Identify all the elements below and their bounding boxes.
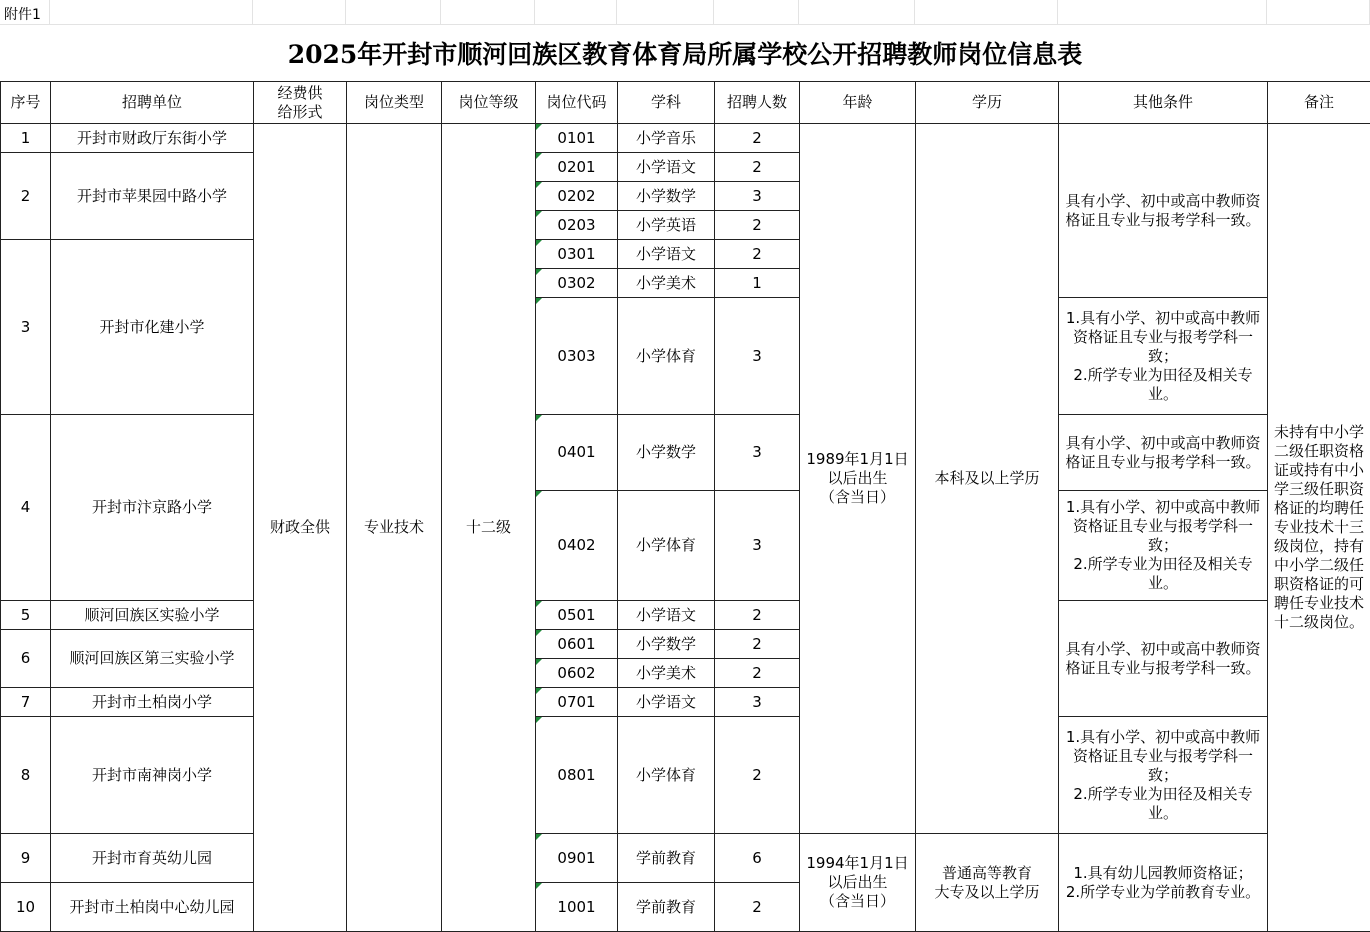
grid-cell [50, 0, 253, 25]
table-row [1, 601, 1370, 630]
education-requirement: 本科及以上学历 [916, 124, 1059, 834]
other-conditions: 具有小学、初中或高中教师资格证且专业与报考学科一致。 [1059, 415, 1268, 491]
subject: 小学数学 [618, 182, 715, 211]
post-code: 0901 [536, 834, 618, 883]
header-funding: 经费供 给形式 [254, 82, 347, 124]
header-count: 招聘人数 [715, 82, 800, 124]
subject: 小学英语 [618, 211, 715, 240]
post-code: 0401 [536, 415, 618, 491]
row-no: 7 [1, 688, 51, 717]
post-code: 0701 [536, 688, 618, 717]
subject: 小学体育 [618, 717, 715, 834]
attachment-label: 附件1 [4, 4, 41, 24]
subject: 小学语文 [618, 601, 715, 630]
post-code: 0801 [536, 717, 618, 834]
grid-cell [799, 0, 915, 25]
grid-cell [441, 0, 535, 25]
unit-name: 开封市财政厅东街小学 [51, 124, 254, 153]
headcount: 2 [715, 240, 800, 269]
funding-cell: 财政全供 [254, 124, 347, 932]
education-requirement: 普通高等教育 大专及以上学历 [916, 834, 1059, 932]
headcount: 3 [715, 415, 800, 491]
headcount: 1 [715, 269, 800, 298]
subject: 小学音乐 [618, 124, 715, 153]
other-conditions: 1.具有幼儿园教师资格证； 2.所学专业为学前教育专业。 [1059, 834, 1268, 932]
subject: 小学语文 [618, 153, 715, 182]
header-other: 其他条件 [1059, 82, 1268, 124]
other-conditions: 1.具有小学、初中或高中教师资格证且专业与报考学科一致； 2.所学专业为田径及相关专业。 [1059, 298, 1268, 415]
post-code: 0202 [536, 182, 618, 211]
unit-name: 开封市土柏岗中心幼儿园 [51, 883, 254, 932]
post-code: 0101 [536, 124, 618, 153]
grid-cell [617, 0, 714, 25]
post-code: 0301 [536, 240, 618, 269]
other-conditions: 1.具有小学、初中或高中教师资格证且专业与报考学科一致； 2.所学专业为田径及相关专业。 [1059, 717, 1268, 834]
header-no: 序号 [1, 82, 51, 124]
subject: 学前教育 [618, 883, 715, 932]
headcount: 2 [715, 601, 800, 630]
row-no: 10 [1, 883, 51, 932]
headcount: 2 [715, 124, 800, 153]
row-no: 3 [1, 240, 51, 415]
unit-name: 开封市化建小学 [51, 240, 254, 415]
unit-name: 顺河回族区实验小学 [51, 601, 254, 630]
headcount: 2 [715, 717, 800, 834]
row-no: 8 [1, 717, 51, 834]
header-post-type: 岗位类型 [347, 82, 442, 124]
row-no: 5 [1, 601, 51, 630]
other-conditions: 具有小学、初中或高中教师资格证且专业与报考学科一致。 [1059, 124, 1268, 298]
grid-cell [1058, 0, 1267, 25]
unit-name: 顺河回族区第三实验小学 [51, 630, 254, 688]
grid-cell [253, 0, 346, 25]
subject: 小学美术 [618, 269, 715, 298]
headcount: 3 [715, 688, 800, 717]
other-conditions: 具有小学、初中或高中教师资格证且专业与报考学科一致。 [1059, 601, 1268, 717]
post-code: 0303 [536, 298, 618, 415]
header-age: 年龄 [800, 82, 916, 124]
header-subject: 学科 [618, 82, 715, 124]
headcount: 2 [715, 883, 800, 932]
post-code: 0501 [536, 601, 618, 630]
page-title: 2025年开封市顺河回族区教育体育局所属学校公开招聘教师岗位信息表 [0, 26, 1370, 80]
post-level-cell: 十二级 [442, 124, 536, 932]
age-requirement: 1989年1月1日 以后出生 （含当日） [800, 124, 916, 834]
other-conditions: 1.具有小学、初中或高中教师资格证且专业与报考学科一致； 2.所学专业为田径及相关专业。 [1059, 491, 1268, 601]
post-code: 0302 [536, 269, 618, 298]
row-no: 9 [1, 834, 51, 883]
table-row [1, 124, 1370, 153]
headcount: 6 [715, 834, 800, 883]
attachment-row [0, 0, 1370, 25]
post-code: 1001 [536, 883, 618, 932]
grid-cell [346, 0, 441, 25]
subject: 小学语文 [618, 688, 715, 717]
headcount: 2 [715, 211, 800, 240]
subject: 小学数学 [618, 630, 715, 659]
header-post-level: 岗位等级 [442, 82, 536, 124]
grid-cell [915, 0, 1058, 25]
subject: 小学美术 [618, 659, 715, 688]
remark-cell: 未持有中小学二级任职资格证或持有中小学三级任职资格证的均聘任专业技术十三级岗位，持有中小学二级任职资格证的可聘任专业技术十二级岗位。 [1268, 124, 1370, 932]
post-code: 0601 [536, 630, 618, 659]
post-code: 0402 [536, 491, 618, 601]
header-unit: 招聘单位 [51, 82, 254, 124]
header-row [1, 82, 1370, 124]
subject: 小学语文 [618, 240, 715, 269]
grid-cell [1267, 0, 1370, 25]
grid-cell [535, 0, 617, 25]
unit-name: 开封市汴京路小学 [51, 415, 254, 601]
post-type-cell: 专业技术 [347, 124, 442, 932]
headcount: 2 [715, 659, 800, 688]
headcount: 3 [715, 491, 800, 601]
table-row [1, 717, 1370, 834]
header-education: 学历 [916, 82, 1059, 124]
headcount: 3 [715, 182, 800, 211]
headcount: 2 [715, 630, 800, 659]
row-no: 6 [1, 630, 51, 688]
subject: 小学体育 [618, 491, 715, 601]
header-remark: 备注 [1268, 82, 1370, 124]
row-no: 4 [1, 415, 51, 601]
subject: 小学数学 [618, 415, 715, 491]
age-requirement: 1994年1月1日 以后出生 （含当日） [800, 834, 916, 932]
headcount: 2 [715, 153, 800, 182]
unit-name: 开封市土柏岗小学 [51, 688, 254, 717]
unit-name: 开封市苹果园中路小学 [51, 153, 254, 240]
subject: 学前教育 [618, 834, 715, 883]
subject: 小学体育 [618, 298, 715, 415]
unit-name: 开封市育英幼儿园 [51, 834, 254, 883]
post-code: 0602 [536, 659, 618, 688]
post-code: 0203 [536, 211, 618, 240]
headcount: 3 [715, 298, 800, 415]
recruitment-table [0, 81, 1370, 932]
row-no: 2 [1, 153, 51, 240]
grid-cell [714, 0, 799, 25]
header-post-code: 岗位代码 [536, 82, 618, 124]
table-row [1, 834, 1370, 883]
unit-name: 开封市南神岗小学 [51, 717, 254, 834]
row-no: 1 [1, 124, 51, 153]
table-row [1, 415, 1370, 491]
post-code: 0201 [536, 153, 618, 182]
